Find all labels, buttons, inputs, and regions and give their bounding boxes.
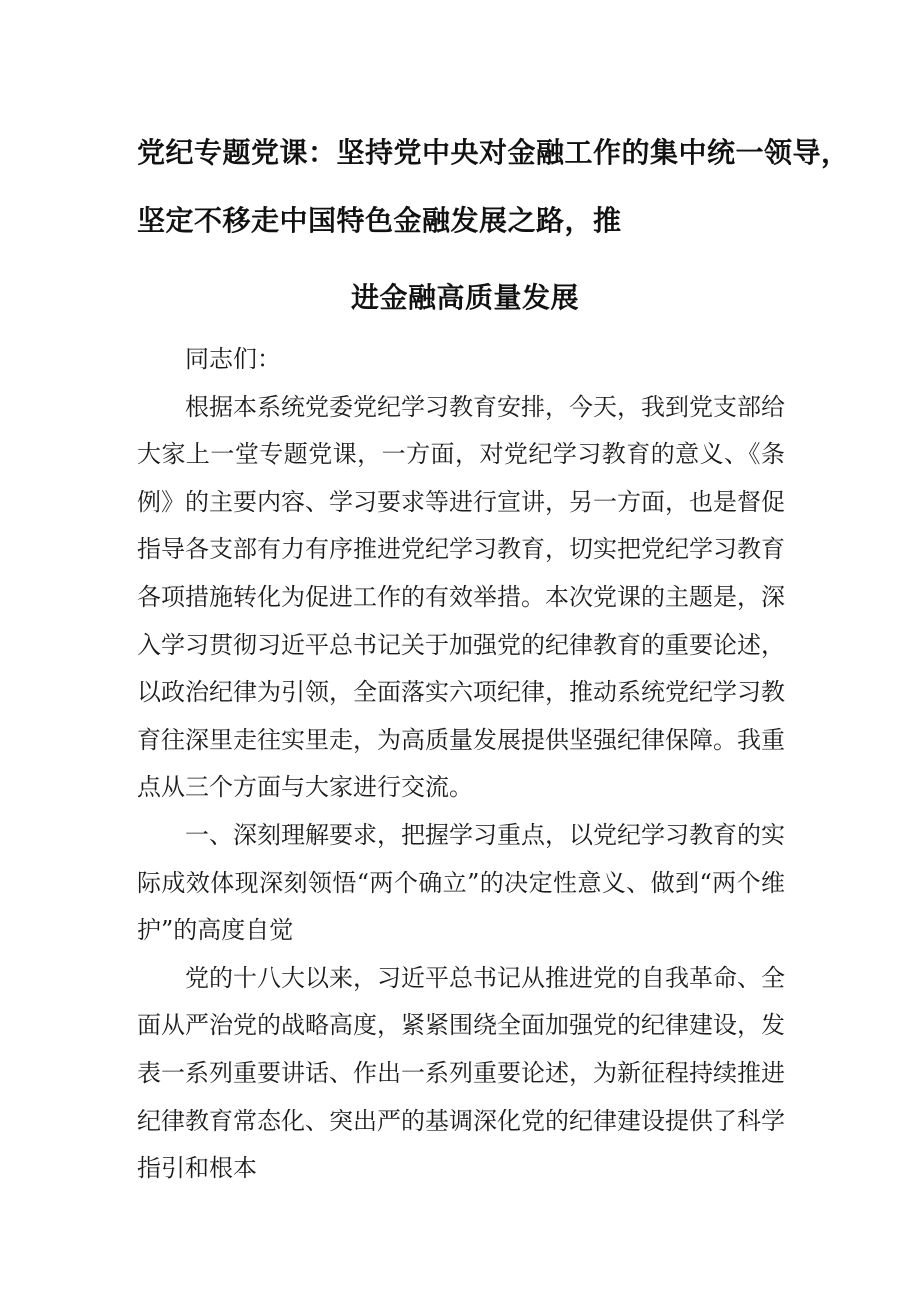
- paragraph-intro: 根据本系统党委党纪学习教育安排，今天，我到党支部给大家上一堂专题党课，一方面，对党纪学习教育的意义、《条例》的主要内容、学习要求等进行宣讲，另一方面，也是督促指导各支部有力有序推进党纪学习教育，切实把党纪学习教育各项措施转化为促进工作的有效举措。本次党课的主题是，深入学习贯彻习近平总书记关于加强党的纪律教育的重要论述，以政治纪律为引领，全面落实六项纪律，推动系统党纪学习教育往深里走往实里走，为高质量发展提供坚强纪律保障。我重点从三个方面与大家进行交流。: [137, 392, 785, 802]
- document-title-line-2: 坚定不移走中国特色金融发展之路，推: [137, 204, 622, 237]
- document-title-line-1: 党纪专题党课：坚持党中央对金融工作的集中统一领导，: [137, 136, 850, 169]
- section-heading-1: 一、深刻理解要求，把握学习重点，以党纪学习教育的实际成效体现深刻领悟“两个确立”的决定性意义、做到“两个维护”的高度自觉: [137, 820, 785, 945]
- document-body: [137, 336, 785, 1193]
- paragraph-section-1: 党的十八大以来，习近平总书记从推进党的自我革命、全面从严治党的战略高度，紧紧围绕全面加强党的纪律建设，发表一系列重要讲话、作出一系列重要论述，为新征程持续推进纪律教育常态化、突出严的基调深化党的纪律建设提供了科学指引和根本: [137, 963, 785, 1183]
- document-title-line-3: 进金融高质量发展: [351, 281, 580, 314]
- salutation: 同志们：: [185, 345, 281, 373]
